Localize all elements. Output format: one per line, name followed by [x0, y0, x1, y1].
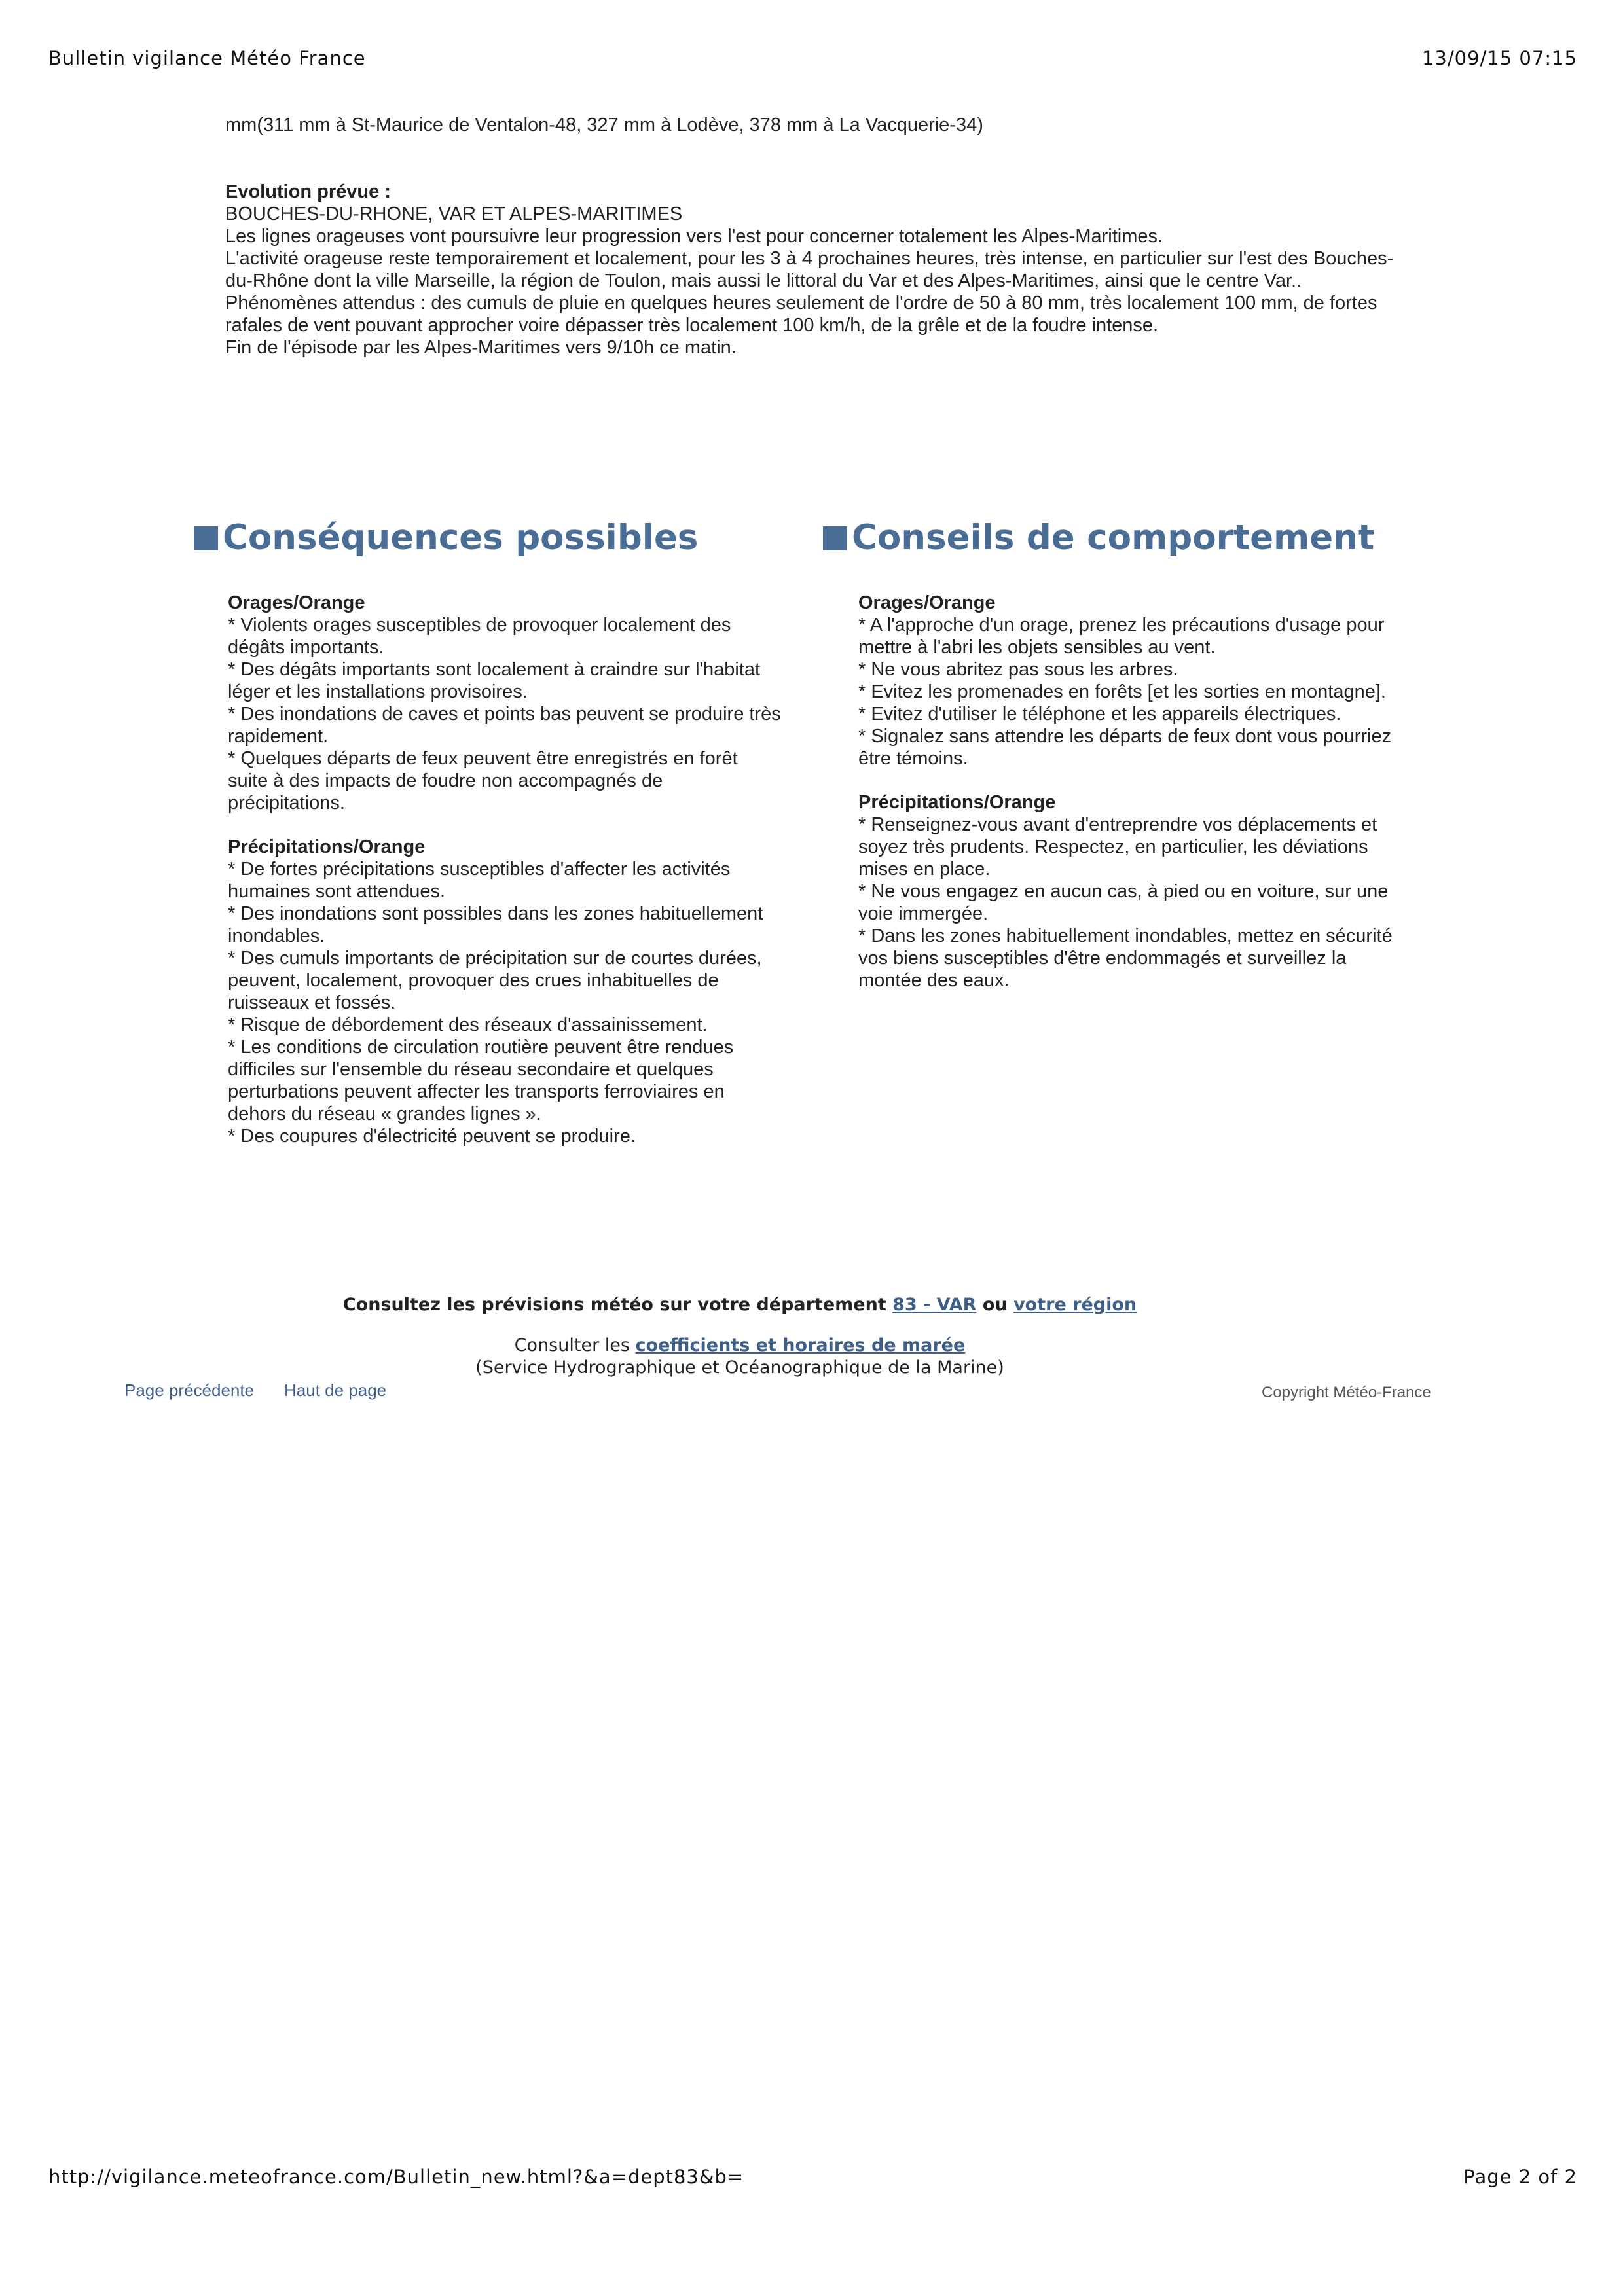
evolution-line: Fin de l'épisode par les Alpes-Maritimes vers 9/10h ce matin.	[225, 337, 737, 358]
consequences-precip-line: * Des cumuls importants de précipitation sur de courtes durées,	[228, 948, 762, 969]
evolution-line: du-Rhône dont la ville Marseille, la région de Toulon, mais aussi le littoral du Var et des Alpes-Maritimes, ainsi que le centre Var..	[225, 270, 1302, 291]
consequences-precip-line: difficiles sur l'ensemble du réseau secondaire et quelques	[228, 1059, 714, 1080]
evolution-line: BOUCHES-DU-RHONE, VAR ET ALPES-MARITIMES	[225, 204, 683, 224]
conseils-precip-line: * Dans les zones habituellement inondables, mettez en sécurité	[858, 925, 1393, 946]
consult-or-text: ou	[982, 1295, 1008, 1315]
previous-page-link[interactable]: Page précédente	[124, 1380, 255, 1400]
consequences-orages-line: rapidement.	[228, 726, 329, 747]
conseils-orages-line: être témoins.	[858, 748, 968, 769]
consequences-orages-line: * Des inondations de caves et points bas peuvent se produire très	[228, 704, 781, 725]
consequences-orages-line: * Quelques départs de feux peuvent être enregistrés en forêt	[228, 748, 738, 769]
print-footer-url: http://vigilance.meteofrance.com/Bulletin_new.html?&a=dept83&b=	[48, 2166, 744, 2188]
evolution-heading: Evolution prévue :	[225, 181, 391, 202]
consult-forecast-text: Consultez les prévisions météo sur votre département	[342, 1295, 886, 1315]
conseils-orages-line: * Evitez les promenades en forêts [et les sorties en montagne].	[858, 681, 1386, 702]
consequences-orages-line: dégâts importants.	[228, 637, 384, 658]
consult-forecast-line	[0, 1295, 1480, 1315]
conseils-precip-line: * Ne vous engagez en aucun cas, à pied ou en voiture, sur une	[858, 881, 1389, 902]
copyright-text: Copyright Météo-France	[1262, 1384, 1431, 1401]
print-header-datetime: 13/09/15 07:15	[1421, 47, 1577, 69]
square-bullet-icon	[823, 526, 847, 550]
conseils-orages-line: * Ne vous abritez pas sous les arbres.	[858, 659, 1178, 680]
consequences-orages-line: léger et les installations provisoires.	[228, 681, 528, 702]
evolution-section	[225, 181, 1393, 359]
conseils-precip-line: montée des eaux.	[858, 970, 1010, 991]
conseils-orages-line: * Signalez sans attendre les départs de feux dont vous pourriez	[858, 726, 1392, 747]
consequences-precip-line: perturbations peuvent affecter les transports ferroviaires en	[228, 1081, 725, 1102]
square-bullet-icon	[194, 526, 218, 550]
consequences-precip-line: * Des coupures d'électricité peuvent se produire.	[228, 1126, 636, 1147]
rainfall-totals-text: mm(311 mm à St-Maurice de Ventalon-48, 327 mm à Lodève, 378 mm à La Vacquerie-34)	[225, 115, 983, 135]
consequences-orages-line: * Des dégâts importants sont localement à craindre sur l'habitat	[228, 659, 761, 680]
consequences-orages-line: suite à des impacts de foudre non accompagnés de	[228, 770, 663, 791]
consequences-precip-title: Précipitations/Orange	[228, 836, 426, 857]
consequences-title-text: Conséquences possibles	[223, 518, 699, 558]
top-of-page-link[interactable]: Haut de page	[284, 1380, 387, 1400]
evolution-line: L'activité orageuse reste temporairement et localement, pour les 3 à 4 prochaines heures, très intense, en particulier sur l'est des Bouches-	[225, 248, 1394, 269]
consequences-orages-title: Orages/Orange	[228, 592, 365, 613]
consequences-column	[228, 592, 781, 1147]
conseils-precip-line: voie immergée.	[858, 903, 989, 924]
consult-tides-text: Consulter les	[514, 1335, 630, 1355]
conseils-column	[858, 592, 1393, 992]
consequences-precip-line: * De fortes précipitations susceptibles d'affecter les activités	[228, 859, 731, 880]
evolution-line: Les lignes orageuses vont poursuivre leur progression vers l'est pour concerner totalement les Alpes-Maritimes.	[225, 226, 1163, 247]
consequences-precip-line: inondables.	[228, 925, 325, 946]
conseils-precip-line: soyez très prudents. Respectez, en particulier, les déviations	[858, 836, 1368, 857]
conseils-precip-title: Précipitations/Orange	[858, 792, 1056, 813]
conseils-precip-line: mises en place.	[858, 859, 991, 880]
consequences-orages-line: * Violents orages susceptibles de provoquer localement des	[228, 615, 731, 636]
consequences-precip-line: peuvent, localement, provoquer des crues inhabituelles de	[228, 970, 719, 991]
consult-tides-line	[0, 1335, 1480, 1355]
evolution-line: rafales de vent pouvant approcher voire dépasser très localement 100 km/h, de la grêle et de la foudre intense.	[225, 315, 1159, 336]
conseils-precip-line: * Renseignez-vous avant d'entreprendre vos déplacements et	[858, 814, 1377, 835]
region-link[interactable]: votre région	[1013, 1295, 1137, 1315]
consequences-orages-line: précipitations.	[228, 793, 345, 814]
conseils-orages-title: Orages/Orange	[858, 592, 996, 613]
rainfall-totals-line	[225, 114, 983, 136]
consequences-precip-line: humaines sont attendues.	[228, 881, 446, 902]
consequences-precip-line: * Risque de débordement des réseaux d'assainissement.	[228, 1014, 708, 1035]
consequences-title	[194, 517, 698, 559]
spacer	[858, 770, 1393, 791]
evolution-line: Phénomènes attendus : des cumuls de pluie en quelques heures seulement de l'ordre de 50 à 80 mm, très localement 100 mm, de fortes	[225, 293, 1377, 314]
department-link[interactable]: 83 - VAR	[892, 1295, 977, 1315]
consequences-precip-line: ruisseaux et fossés.	[228, 992, 396, 1013]
print-footer-page: Page 2 of 2	[1463, 2166, 1577, 2188]
consequences-precip-line: * Les conditions de circulation routière peuvent être rendues	[228, 1037, 734, 1058]
consequences-precip-line: * Des inondations sont possibles dans les zones habituellement	[228, 903, 763, 924]
conseils-orages-line: mettre à l'abri les objets sensibles au vent.	[858, 637, 1216, 658]
conseils-orages-line: * A l'approche d'un orage, prenez les précautions d'usage pour	[858, 615, 1385, 636]
consequences-precip-line: dehors du réseau « grandes lignes ».	[228, 1103, 541, 1124]
conseils-title-text: Conseils de comportement	[852, 518, 1375, 558]
conseils-title	[823, 517, 1374, 559]
shom-note: (Service Hydrographique et Océanographique de la Marine)	[475, 1357, 1004, 1378]
print-header-title: Bulletin vigilance Météo France	[48, 47, 366, 69]
tides-link[interactable]: coefficients et horaires de marée	[635, 1335, 966, 1355]
conseils-precip-line: vos biens susceptibles d'être endommagés et surveillez la	[858, 948, 1347, 969]
spacer	[228, 814, 781, 836]
conseils-orages-line: * Evitez d'utiliser le téléphone et les appareils électriques.	[858, 704, 1341, 725]
